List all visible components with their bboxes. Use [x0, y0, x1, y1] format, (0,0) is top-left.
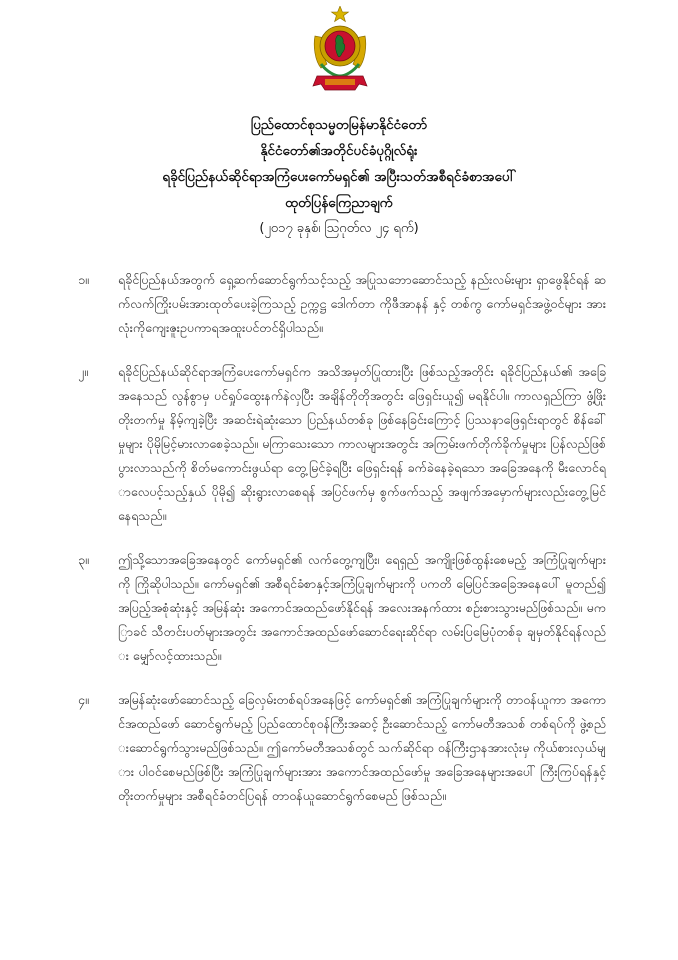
paragraph-text: အမြန်ဆုံးဖော်ဆောင်သည့် ခြေလှမ်းတစ်ရပ်အနေဖြင့် ကော်မရှင်၏ အကြံပြုချက်များကို တာဝန်ယူကာ အကောင်အထည်ဖော် ဆောင်ရွက်မည့် ပြည်ထောင်စုဝန်ကြီးအဆင့် ဦးဆောင်သည့် ကော်မတီအသစ် တစ်ရပ်ကို ဖွဲ့စည်းဆောင်ရွက်သွားမည်ဖြစ်သည်။ ဤကော်မတီအသစ်တွင် သက်ဆိုင်ရာ ဝန်ကြီးဌာနအားလုံးမှ ကိုယ်စားလှယ်များ ပါဝင်စေမည်ဖြစ်ပြီး အကြံပြုချက်များအား အကောင်အထည်ဖော်မှု အခြေအနေများအပေါ် ကြီးကြပ်ရန်နှင့် တိုးတက်မှုများ အစီရင်ခံတင်ပြရန် တာဝန်ယူဆောင်ရွက်စေမည် ဖြစ်သည်။ [118, 692, 606, 803]
paragraph-4 [78, 688, 606, 808]
paragraph-text: ရခိုင်ပြည်နယ်ဆိုင်ရာအကြံပေးကော်မရှင်က အသိအမှတ်ပြုထားပြီး ဖြစ်သည့်အတိုင်း ရခိုင်ပြည်နယ်၏ အခြေအနေသည် လွန်စွာမှ ပင်ရှုပ်ထွေးနက်နဲလှပြီး အချိန်တိုတိုအတွင်း ဖြေရှင်းယူ၍ မရနိုင်ပါ။ ကာလရှည်ကြာ ဖွံ့ဖြိုးတိုးတက်မှု နိမ့်ကျခဲ့ပြီး အဆင်းရဲဆုံးသော ပြည်နယ်တစ်ခု ဖြစ်နေခြင်းကြောင့် ပြဿနာဖြေရှင်းရာတွင် စိန်ခေါ်မှုများ ပိုမိုမြင့်မားလာစေခဲ့သည်။ မကြာသေးသော ကာလများအတွင်း အကြမ်းဖက်တိုက်ခိုက်မှုများ ပြန်လည်ဖြစ်ပွားလာသည်ကို စိတ်မကောင်းဖွယ်ရာ တွေ့မြင်ခဲ့ရပြီး ဖြေရှင်းရန် ခက်ခဲနေခဲ့ရသော အခြေအနေကို မီးလောင်ရာလေပင့်သည့်နှယ် ပိုမို၍ ဆိုးရွားလာစေရန် အပြင်ဖက်မှ စွက်ဖက်သည့် အဖျက်အမှောက်များလည်းတွေ့မြင်နေရသည်။ [118, 364, 606, 523]
paragraph-number: ၁။ [78, 272, 89, 287]
paragraph-text: ရခိုင်ပြည်နယ်အတွက် ရှေ့ဆက်ဆောင်ရွက်သင့်သည့် အပြုသဘောဆောင်သည့် နည်းလမ်းများ ရှာဖွေနိုင်ရန် ဆက်လက်ကြိုးပမ်းအားထုတ်ပေးခဲ့ကြသည့် ဥက္ကဋ္ဌ ဒေါက်တာ ကိုဖီအာနန် နှင့် တစ်ကွ ကော်မရှင်အဖွဲ့ဝင်များ အားလုံးကိုကျေးဇူးဥပကာရအထူးပင်တင်ရှိပါသည်။ [118, 272, 606, 335]
paragraph-3 [78, 548, 606, 668]
paragraph-number: ၄။ [78, 692, 89, 707]
header-office-name: နိုင်ငံတော်၏အတိုင်ပင်ခံပုဂ္ဂိုလ်ရုံး [260, 143, 418, 159]
paragraph-2 [78, 360, 606, 528]
paragraph-number: ၂။ [78, 364, 88, 379]
document-body [78, 268, 606, 828]
header-statement-title: ထုတ်ပြန်ကြေညာချက် [285, 195, 393, 211]
header-date: (၂၀၁၇ ခုနှစ်၊ ဩဂုတ်လ ၂၄ ရက်) [259, 221, 419, 236]
paragraph-number: ၃။ [78, 552, 89, 567]
header-subject: ရခိုင်ပြည်နယ်ဆိုင်ရာအကြံပေးကော်မရှင်၏ အပြီးသတ်အစီရင်ခံစာအပေါ် [162, 169, 516, 185]
state-seal-emblem-icon [309, 6, 371, 96]
paragraph-text: ဤသို့သောအခြေအနေတွင် ကော်မရှင်၏ လက်တွေ့ကျပြီး၊ ရေရှည် အကျိုးဖြစ်ထွန်းစေမည့် အကြံပြုချက်များကို ကြိုဆိုပါသည်။ ကော်မရှင်၏ အစီရင်ခံစာနှင့်အကြံပြုချက်များကို ပကတိ မြေပြင်အခြေအနေပေါ် မူတည်၍ အပြည့်အစုံဆုံးနှင့် အမြန်ဆုံး အကောင်အထည်ဖော်နိုင်ရန် အလေးအနက်ထား စဉ်းစားသွားမည်ဖြစ်သည်။ မကြာခင် သီတင်းပတ်များအတွင်း အကောင်အထည်ဖော်ဆောင်ရေးဆိုင်ရာ လမ်းပြမြေပုံတစ်ခု ချမှတ်နိုင်ရန်လည်း မျှော်လင့်ထားသည်။ [118, 552, 606, 663]
header-country-name: ပြည်ထောင်စုသမ္မတမြန်မာနိုင်ငံတော် [250, 117, 428, 133]
paragraph-1 [78, 268, 606, 340]
document-header [60, 112, 618, 242]
